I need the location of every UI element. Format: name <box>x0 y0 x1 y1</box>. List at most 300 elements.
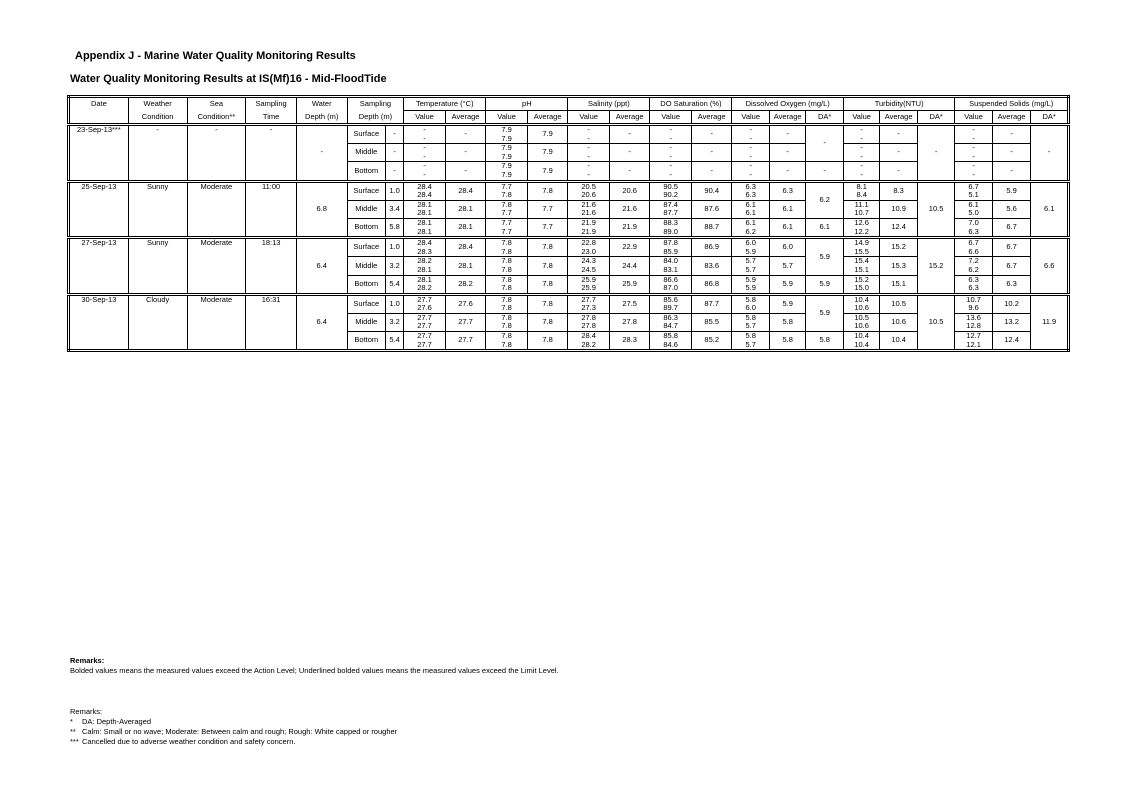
value-cell: 25.9 <box>568 275 610 284</box>
sampling-depth-cell: 3.2 <box>386 257 404 275</box>
value-cell: - <box>404 153 446 162</box>
average-cell: 27.7 <box>445 332 486 351</box>
value-cell: 7.8 <box>486 191 528 200</box>
value-cell: 10.6 <box>843 304 879 313</box>
average-cell: 7.8 <box>527 275 568 294</box>
average-cell: 90.4 <box>691 181 732 200</box>
average-cell: 6.7 <box>992 238 1030 257</box>
average-cell: 10.2 <box>992 294 1030 313</box>
sampling-level-cell: Middle <box>347 313 385 331</box>
average-cell: - <box>992 125 1030 144</box>
value-cell: - <box>404 162 446 171</box>
average-cell: - <box>445 162 486 181</box>
sampling-time-cell: - <box>246 125 297 182</box>
column-subheader <box>69 111 129 125</box>
depth-averaged-cell: 5.9 <box>806 238 844 275</box>
value-cell: 7.0 <box>955 218 992 227</box>
column-header: Sampling <box>347 97 404 111</box>
average-cell: 6.3 <box>769 181 805 200</box>
average-cell: 28.3 <box>609 332 650 351</box>
column-header: DO Saturation (%) <box>650 97 732 111</box>
weather-cell: Sunny <box>128 181 187 238</box>
value-cell: 7.8 <box>486 238 528 248</box>
depth-averaged-cell: 6.2 <box>806 181 844 218</box>
value-cell: 7.7 <box>486 209 528 218</box>
depth-averaged-cell: 10.5 <box>917 181 955 238</box>
column-subheader: Value <box>568 111 610 125</box>
value-cell: 12.2 <box>843 228 879 238</box>
value-cell: 14.9 <box>843 238 879 248</box>
value-cell: 28.1 <box>404 275 446 284</box>
header-row <box>69 97 1069 111</box>
average-cell: - <box>769 162 805 181</box>
average-cell: 20.6 <box>609 181 650 200</box>
value-cell: 25.9 <box>568 284 610 294</box>
column-subheader: Average <box>691 111 732 125</box>
average-cell: 7.8 <box>527 332 568 351</box>
value-cell: 85.8 <box>650 332 692 341</box>
column-subheader: Average <box>769 111 805 125</box>
column-header: Sampling <box>246 97 297 111</box>
sea-condition-cell: Moderate <box>187 181 246 238</box>
value-cell: 6.3 <box>732 191 769 200</box>
value-cell: - <box>955 171 992 181</box>
date-cell: 23-Sep-13*** <box>69 125 129 182</box>
value-cell: 15.5 <box>843 248 879 257</box>
value-cell: 21.6 <box>568 209 610 218</box>
date-cell: 25-Sep-13 <box>69 181 129 238</box>
value-cell: 27.7 <box>404 294 446 304</box>
value-cell: 5.7 <box>732 257 769 266</box>
value-cell: - <box>404 171 446 181</box>
average-cell: 6.0 <box>769 238 805 257</box>
value-cell: - <box>843 153 879 162</box>
average-cell: 6.1 <box>769 218 805 237</box>
value-cell: 7.8 <box>486 341 528 351</box>
column-header: Dissolved Oxygen (mg/L) <box>732 97 843 111</box>
value-cell: 9.6 <box>955 304 992 313</box>
value-cell: 27.7 <box>404 332 446 341</box>
value-cell: 10.4 <box>843 341 879 351</box>
column-subheader: Time <box>246 111 297 125</box>
value-cell: - <box>732 153 769 162</box>
value-cell: 5.8 <box>732 313 769 322</box>
average-cell: 6.7 <box>992 257 1030 275</box>
value-cell: - <box>568 135 610 144</box>
value-cell: 5.8 <box>732 294 769 304</box>
average-cell: 7.9 <box>527 125 568 144</box>
value-cell: 27.6 <box>404 304 446 313</box>
value-cell: 28.1 <box>404 218 446 227</box>
value-cell: 7.2 <box>955 257 992 266</box>
value-cell: 7.8 <box>486 275 528 284</box>
value-cell: - <box>955 153 992 162</box>
column-header: Turbidity(NTU) <box>843 97 954 111</box>
sampling-depth-cell: 1.0 <box>386 181 404 200</box>
value-cell: 87.8 <box>650 238 692 248</box>
average-cell: 7.7 <box>527 200 568 218</box>
value-cell: 89.0 <box>650 228 692 238</box>
column-subheader: Value <box>843 111 879 125</box>
sampling-depth-cell: 3.4 <box>386 200 404 218</box>
depth-averaged-cell: 6.1 <box>1031 181 1069 238</box>
value-cell: 20.6 <box>568 191 610 200</box>
value-cell: - <box>843 171 879 181</box>
value-cell: - <box>568 144 610 153</box>
average-cell: 88.7 <box>691 218 732 237</box>
value-cell: 6.7 <box>955 238 992 248</box>
average-cell: 10.5 <box>880 294 917 313</box>
value-cell: 10.4 <box>843 332 879 341</box>
value-cell: 8.4 <box>843 191 879 200</box>
average-cell: - <box>691 162 732 181</box>
sampling-level-cell: Surface <box>347 181 385 200</box>
sampling-depth-cell: 1.0 <box>386 294 404 313</box>
average-cell: 28.4 <box>445 181 486 200</box>
value-cell: 23.0 <box>568 248 610 257</box>
value-cell: 89.7 <box>650 304 692 313</box>
depth-averaged-cell: 6.6 <box>1031 238 1069 295</box>
depth-averaged-cell: 5.9 <box>806 275 844 294</box>
depth-averaged-cell: - <box>806 162 844 181</box>
value-cell: 7.8 <box>486 304 528 313</box>
value-cell: 28.1 <box>404 200 446 209</box>
value-cell: 15.1 <box>843 266 879 275</box>
sampling-level-cell: Middle <box>347 144 385 162</box>
value-cell: 85.9 <box>650 248 692 257</box>
value-cell: 6.2 <box>732 228 769 238</box>
column-subheader: Value <box>486 111 528 125</box>
value-cell: 21.6 <box>568 200 610 209</box>
depth-averaged-cell: 11.9 <box>1031 294 1069 351</box>
value-cell: - <box>650 135 692 144</box>
value-cell: 28.4 <box>568 332 610 341</box>
depth-averaged-cell: - <box>806 125 844 162</box>
value-cell: 10.6 <box>843 322 879 331</box>
average-cell: 24.4 <box>609 257 650 275</box>
average-cell: 12.4 <box>992 332 1030 351</box>
value-cell: - <box>732 125 769 135</box>
sampling-depth-cell: 3.2 <box>386 313 404 331</box>
value-cell: 7.8 <box>486 284 528 294</box>
depth-averaged-cell: 15.2 <box>917 238 955 295</box>
column-subheader: Average <box>880 111 917 125</box>
value-cell: 12.8 <box>955 322 992 331</box>
value-cell: 6.3 <box>955 275 992 284</box>
value-cell: 84.0 <box>650 257 692 266</box>
average-cell: 86.8 <box>691 275 732 294</box>
value-cell: 5.7 <box>732 266 769 275</box>
sampling-depth-cell: - <box>386 144 404 162</box>
sea-condition-cell: - <box>187 125 246 182</box>
value-cell: 7.9 <box>486 135 528 144</box>
water-depth-cell: 6.8 <box>296 181 347 238</box>
value-cell: 28.1 <box>404 266 446 275</box>
sampling-level-cell: Surface <box>347 125 385 144</box>
value-cell: 84.6 <box>650 341 692 351</box>
value-cell: - <box>955 125 992 135</box>
value-cell: 27.3 <box>568 304 610 313</box>
average-cell: - <box>445 144 486 162</box>
average-cell: 27.8 <box>609 313 650 331</box>
value-cell: - <box>955 162 992 171</box>
column-subheader: Condition <box>128 111 187 125</box>
value-cell: - <box>568 162 610 171</box>
value-cell: - <box>650 162 692 171</box>
average-cell: 87.7 <box>691 294 732 313</box>
average-cell: 5.9 <box>769 275 805 294</box>
value-cell: 7.8 <box>486 294 528 304</box>
remark-item <box>70 737 397 747</box>
value-cell: 7.7 <box>486 228 528 238</box>
value-cell: - <box>955 144 992 153</box>
value-cell: - <box>650 144 692 153</box>
average-cell: 7.8 <box>527 294 568 313</box>
value-cell: 28.2 <box>568 341 610 351</box>
depth-averaged-cell: 10.5 <box>917 294 955 351</box>
average-cell: 12.4 <box>880 218 917 237</box>
value-cell: 87.7 <box>650 209 692 218</box>
value-cell: - <box>568 171 610 181</box>
average-cell: 5.6 <box>992 200 1030 218</box>
value-cell: 21.9 <box>568 228 610 238</box>
value-cell: 8.1 <box>843 181 879 191</box>
date-cell: 27-Sep-13 <box>69 238 129 295</box>
average-cell: 6.3 <box>992 275 1030 294</box>
value-cell: 5.8 <box>732 332 769 341</box>
value-cell: 12.6 <box>843 218 879 227</box>
value-cell: 7.7 <box>486 218 528 227</box>
average-cell: 27.6 <box>445 294 486 313</box>
value-cell: 13.6 <box>955 313 992 322</box>
value-cell: 86.6 <box>650 275 692 284</box>
average-cell: 5.8 <box>769 313 805 331</box>
average-cell: 21.9 <box>609 218 650 237</box>
value-cell: - <box>568 153 610 162</box>
remark-mark: ** <box>70 727 76 736</box>
average-cell: 27.5 <box>609 294 650 313</box>
table-row <box>69 125 1069 135</box>
average-cell: 22.9 <box>609 238 650 257</box>
depth-averaged-cell: - <box>1031 125 1069 182</box>
value-cell: 28.4 <box>404 191 446 200</box>
value-cell: 90.5 <box>650 181 692 191</box>
value-cell: 7.7 <box>486 181 528 191</box>
value-cell: 27.7 <box>404 341 446 351</box>
value-cell: - <box>843 135 879 144</box>
column-subheader: Average <box>527 111 568 125</box>
value-cell: 7.8 <box>486 332 528 341</box>
value-cell: 7.9 <box>486 153 528 162</box>
average-cell: 7.8 <box>527 313 568 331</box>
remarks-notes <box>70 707 397 747</box>
sampling-level-cell: Bottom <box>347 218 385 237</box>
value-cell: 6.3 <box>955 284 992 294</box>
remark-text: Cancelled due to adverse weather condition and safety concern. <box>82 737 296 746</box>
value-cell: 12.1 <box>955 341 992 351</box>
depth-averaged-cell: 6.1 <box>806 218 844 237</box>
average-cell: 28.4 <box>445 238 486 257</box>
average-cell: - <box>992 144 1030 162</box>
value-cell: 20.5 <box>568 181 610 191</box>
average-cell: - <box>880 162 917 181</box>
value-cell: 27.7 <box>568 294 610 304</box>
value-cell: 84.7 <box>650 322 692 331</box>
value-cell: - <box>404 125 446 135</box>
value-cell: 21.9 <box>568 218 610 227</box>
column-subheader: Average <box>609 111 650 125</box>
depth-averaged-cell: 5.8 <box>806 332 844 351</box>
average-cell: 7.8 <box>527 257 568 275</box>
average-cell: 28.1 <box>445 218 486 237</box>
average-cell: 87.6 <box>691 200 732 218</box>
sampling-time-cell: 16:31 <box>246 294 297 351</box>
average-cell: 28.1 <box>445 257 486 275</box>
average-cell: 6.1 <box>769 200 805 218</box>
value-cell: 6.1 <box>955 200 992 209</box>
depth-averaged-cell: 5.9 <box>806 294 844 331</box>
value-cell: - <box>568 125 610 135</box>
average-cell: - <box>691 144 732 162</box>
average-cell: 10.6 <box>880 313 917 331</box>
average-cell: 10.9 <box>880 200 917 218</box>
average-cell: 86.9 <box>691 238 732 257</box>
value-cell: 6.3 <box>955 228 992 238</box>
column-subheader: DA* <box>806 111 844 125</box>
value-cell: 6.6 <box>955 248 992 257</box>
average-cell: 5.8 <box>769 332 805 351</box>
average-cell: - <box>880 144 917 162</box>
appendix-title: Appendix J - Marine Water Quality Monitoring Results <box>75 50 356 62</box>
value-cell: 5.0 <box>955 209 992 218</box>
column-header: Temperature (°C) <box>404 97 486 111</box>
average-cell: - <box>609 144 650 162</box>
value-cell: 6.1 <box>732 218 769 227</box>
column-subheader: Value <box>732 111 769 125</box>
column-header: Sea <box>187 97 246 111</box>
value-cell: 5.7 <box>732 322 769 331</box>
value-cell: 27.7 <box>404 322 446 331</box>
column-header: Date <box>69 97 129 111</box>
table-row <box>69 238 1069 248</box>
average-cell: 15.1 <box>880 275 917 294</box>
value-cell: 22.8 <box>568 238 610 248</box>
value-cell: 6.1 <box>732 200 769 209</box>
header-row <box>69 111 1069 125</box>
water-depth-cell: 6.4 <box>296 238 347 295</box>
sampling-depth-cell: 5.8 <box>386 218 404 237</box>
sea-condition-cell: Moderate <box>187 294 246 351</box>
column-subheader: Depth (m) <box>296 111 347 125</box>
value-cell: 7.9 <box>486 162 528 171</box>
value-cell: - <box>955 135 992 144</box>
value-cell: 12.7 <box>955 332 992 341</box>
value-cell: - <box>404 135 446 144</box>
average-cell: - <box>769 144 805 162</box>
water-quality-table <box>67 95 1070 352</box>
date-cell: 30-Sep-13 <box>69 294 129 351</box>
column-subheader: Average <box>992 111 1030 125</box>
value-cell: - <box>732 171 769 181</box>
value-cell: 28.3 <box>404 248 446 257</box>
value-cell: 5.9 <box>732 284 769 294</box>
weather-cell: - <box>128 125 187 182</box>
sampling-depth-cell: - <box>386 125 404 144</box>
average-cell: 13.2 <box>992 313 1030 331</box>
value-cell: 5.1 <box>955 191 992 200</box>
sampling-depth-cell: 5.4 <box>386 275 404 294</box>
value-cell: 7.9 <box>486 125 528 135</box>
weather-cell: Sunny <box>128 238 187 295</box>
remark-text: DA: Depth-Averaged <box>82 717 152 726</box>
average-cell: - <box>880 125 917 144</box>
sampling-time-cell: 11:00 <box>246 181 297 238</box>
depth-averaged-cell: - <box>917 125 955 182</box>
value-cell: 10.7 <box>955 294 992 304</box>
value-cell: 5.9 <box>732 248 769 257</box>
value-cell: 7.8 <box>486 313 528 322</box>
value-cell: 28.1 <box>404 209 446 218</box>
average-cell: 7.9 <box>527 162 568 181</box>
remark-mark: *** <box>70 737 79 746</box>
value-cell: 6.3 <box>732 181 769 191</box>
value-cell: 7.9 <box>486 171 528 181</box>
column-subheader: Value <box>650 111 692 125</box>
value-cell: 27.7 <box>404 313 446 322</box>
column-subheader: Condition** <box>187 111 246 125</box>
value-cell: 5.9 <box>732 275 769 284</box>
average-cell: 85.5 <box>691 313 732 331</box>
value-cell: 15.2 <box>843 275 879 284</box>
value-cell: - <box>843 125 879 135</box>
average-cell: 6.7 <box>992 218 1030 237</box>
value-cell: - <box>843 162 879 171</box>
sampling-level-cell: Bottom <box>347 332 385 351</box>
average-cell: 25.9 <box>609 275 650 294</box>
column-header: Suspended Solids (mg/L) <box>955 97 1069 111</box>
column-subheader: DA* <box>1031 111 1069 125</box>
average-cell: 7.7 <box>527 218 568 237</box>
table-title: Water Quality Monitoring Results at IS(Mf)16 - Mid-FloodTide <box>70 73 387 85</box>
value-cell: 7.8 <box>486 257 528 266</box>
value-cell: 90.2 <box>650 191 692 200</box>
remarks-label: Remarks: <box>70 707 103 716</box>
sea-condition-cell: Moderate <box>187 238 246 295</box>
value-cell: 28.4 <box>404 181 446 191</box>
value-cell: 6.2 <box>955 266 992 275</box>
remarks-label: Remarks: <box>70 656 105 665</box>
value-cell: 87.4 <box>650 200 692 209</box>
average-cell: 28.2 <box>445 275 486 294</box>
remark-item <box>70 727 397 737</box>
value-cell: 83.1 <box>650 266 692 275</box>
value-cell: - <box>732 135 769 144</box>
average-cell: 7.8 <box>527 181 568 200</box>
average-cell: 15.2 <box>880 238 917 257</box>
remarks-text: Bolded values means the measured values exceed the Action Level; Underlined bolded values means the measured values exceed the Limit Level. <box>70 665 559 675</box>
average-cell: 15.3 <box>880 257 917 275</box>
column-subheader: DA* <box>917 111 955 125</box>
value-cell: 6.7 <box>955 181 992 191</box>
value-cell: 85.6 <box>650 294 692 304</box>
average-cell: 10.4 <box>880 332 917 351</box>
average-cell: - <box>609 162 650 181</box>
water-depth-cell: 6.4 <box>296 294 347 351</box>
value-cell: 15.4 <box>843 257 879 266</box>
sampling-level-cell: Surface <box>347 238 385 257</box>
value-cell: 27.8 <box>568 322 610 331</box>
average-cell: - <box>691 125 732 144</box>
